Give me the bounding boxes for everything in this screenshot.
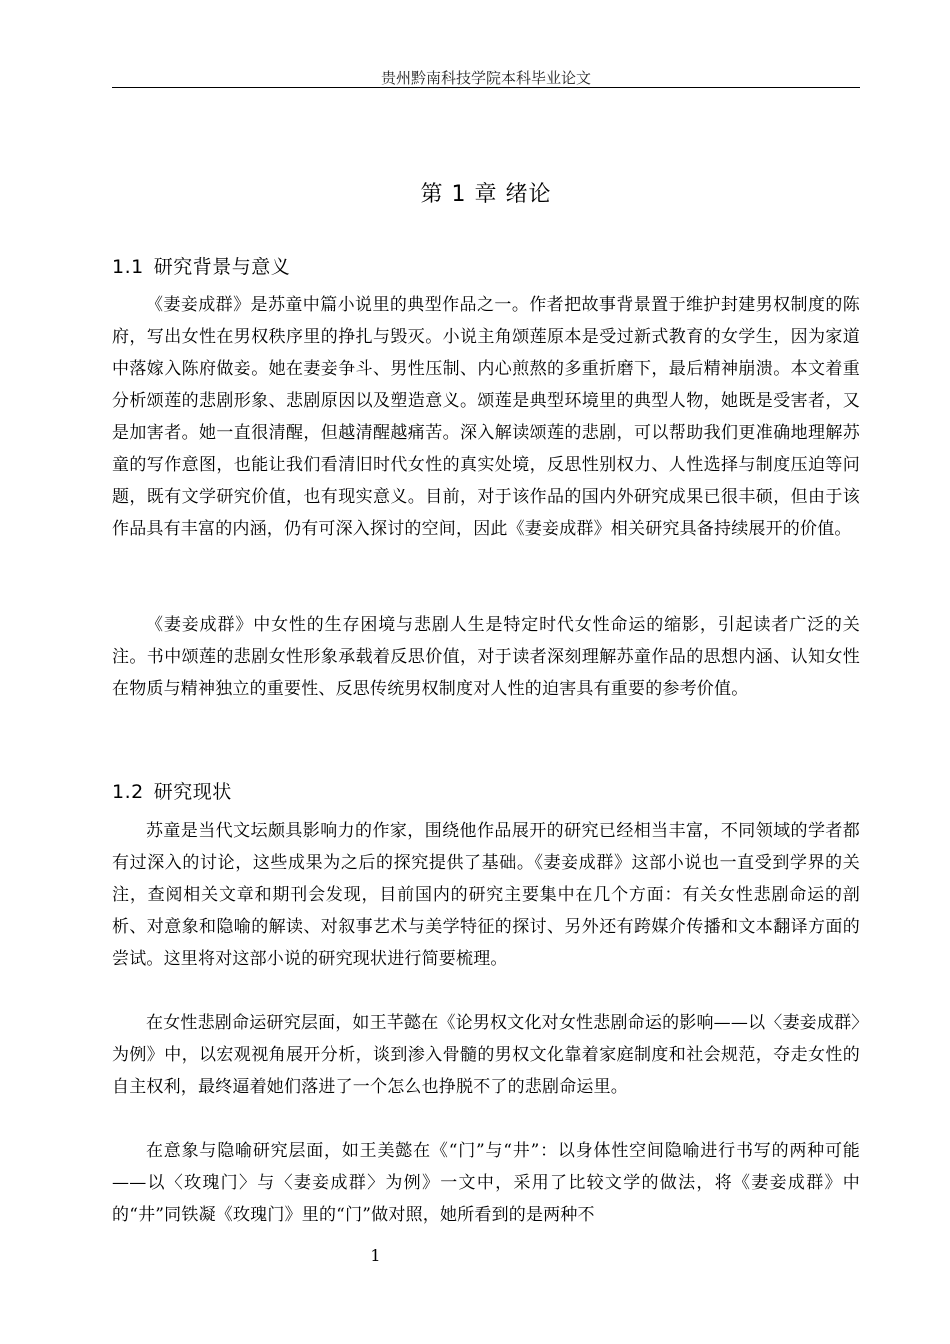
paragraph-status-3: 在意象与隐喻研究层面，如王美懿在《“门”与“井”：以身体性空间隐喻进行书写的两种可能——以〈玫瑰门〉与〈妻妾成群〉为例》一文中，采用了比较文学的做法，将《妻妾成群》中的“井”同铁凝《玫瑰门》里的“门”做对照，她所看到的是两种不 [112,1141,860,1225]
paragraph-background-1: 《妻妾成群》是苏童中篇小说里的典型作品之一。作者把故事背景置于维护封建男权制度的陈府，写出女性在男权秩序里的挣扎与毁灭。小说主角颂莲原本是受过新式教育的女学生，因为家道中落嫁入陈府做妾。她在妻妾争斗、男性压制、内心煎熬的多重折磨下，最后精神崩溃。本文着重分析颂莲的悲剧形象、悲剧原因以及塑造意义。颂莲是典型环境里的典型人物，她既是受害者，又是加害者。她一直很清醒，但越清醒越痛苦。深入解读颂莲的悲剧，可以帮助我们更准确地理解苏童的写作意图，也能让我们看清旧时代女性的真实处境，反思性别权力、人性选择与制度压迫等问题，既有文学研究价值，也有现实意义。目前，对于该作品的国内外研究成果已很丰硕，但由于该作品具有丰富的内涵，仍有可深入探讨的空间，因此《妻妾成群》相关研究具备持续展开的价值。 [112,295,860,539]
section-number: 1.1 [112,256,144,278]
header-rule [112,87,860,88]
section-title: 研究背景与意义 [153,256,291,278]
paragraph-status-2: 在女性悲剧命运研究层面，如王芊懿在《论男权文化对女性悲剧命运的影响——以〈妻妾成群〉为例》中，以宏观视角展开分析，谈到渗入骨髓的男权文化靠着家庭制度和社会规范，夺走女性的自主权利，最终逼着她们落进了一个怎么也挣脱不了的悲剧命运里。 [112,1013,860,1097]
section-heading-1-2 [112,777,860,807]
paragraph-status-1: 苏童是当代文坛颇具影响力的作家，围绕他作品展开的研究已经相当丰富，不同领域的学者都有过深入的讨论，这些成果为之后的探究提供了基础。《妻妾成群》这部小说也一直受到学界的关注，查阅相关文章和期刊会发现，目前国内的研究主要集中在几个方面：有关女性悲剧命运的剖析、对意象和隐喻的解读、对叙事艺术与美学特征的探讨、另外还有跨媒介传播和文本翻译方面的尝试。这里将对这部小说的研究现状进行简要梳理。 [112,821,860,969]
section-heading-1-1 [112,252,860,282]
page-number: 1 [370,1246,381,1265]
paragraph-background-2: 《妻妾成群》中女性的生存困境与悲剧人生是特定时代女性命运的缩影，引起读者广泛的关注。书中颂莲的悲剧女性形象承载着反思价值，对于读者深刻理解苏童作品的思想内涵、认知女性在物质与精神独立的重要性、反思传统男权制度对人性的迫害具有重要的参考价值。 [112,615,860,699]
chapter-title: 第 1 章 绪论 [420,182,552,207]
running-header: 贵州黔南科技学院本科毕业论文 [380,69,591,87]
section-number: 1.2 [112,781,144,803]
section-title: 研究现状 [153,781,232,803]
